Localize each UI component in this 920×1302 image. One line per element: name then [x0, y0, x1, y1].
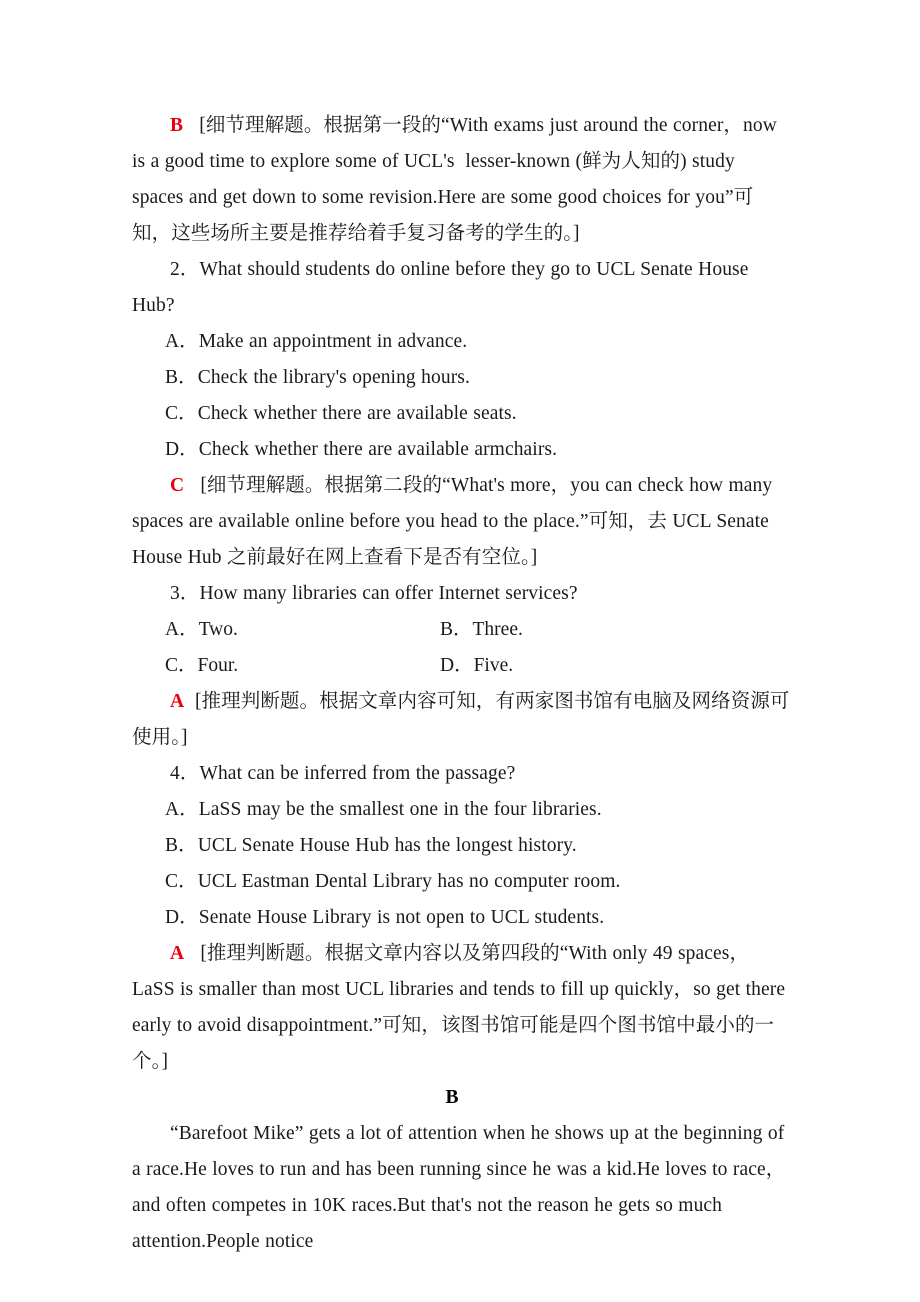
explanation-q1: [132, 108, 790, 252]
question-2-option-c[interactable]: C．Check whether there are available seats.: [165, 403, 517, 424]
question-2-option-a[interactable]: A．Make an appointment in advance.: [165, 331, 468, 352]
question-4-option-a[interactable]: A．LaSS may be the smallest one in the four libraries.: [165, 799, 602, 820]
question-4-text: What can be inferred from the passage?: [199, 763, 516, 784]
question-3-number: 3．: [170, 583, 200, 604]
explanation-q1-text: [细节理解题。根据第一段的“With exams just around the corner，now is a good time to explore some of UCL's lesser-known (鲜为人知的) study spaces and get down to some revision.Here are some good choices for you”可知，这些场所主要是推荐给着手复习备考的学生的。]: [132, 115, 783, 244]
section-b-heading: B: [445, 1087, 459, 1108]
question-4-option-b[interactable]: B．UCL Senate House Hub has the longest history.: [165, 835, 577, 856]
explanation-q3-text: [推理判断题。根据文章内容可知，有两家图书馆有电脑及网络资源可使用。]: [132, 691, 790, 748]
explanation-q3: [132, 684, 790, 756]
question-3-option-c[interactable]: C．Four.: [165, 655, 239, 676]
question-3-option-b[interactable]: B．Three.: [440, 619, 523, 640]
question-3-stem: [132, 576, 790, 612]
question-3-options-row-1: [132, 612, 790, 648]
question-4-stem: [132, 756, 790, 792]
answer-letter-q1: B: [170, 115, 184, 136]
question-3-text: How many libraries can offer Internet services?: [199, 583, 578, 604]
answer-letter-q2: C: [170, 475, 185, 496]
question-2-text: What should students do online before they go to UCL Senate House Hub?: [132, 259, 754, 316]
question-3-options-row-2: [132, 648, 790, 684]
explanation-q4: [132, 936, 790, 1080]
question-2-number: 2．: [170, 259, 200, 280]
question-2-stem: [132, 252, 790, 324]
explanation-q2-text: [细节理解题。根据第二段的“What's more，you can check how many spaces are available online before you head to the place.”可知，去 UCL Senate House Hub 之前最好在网上查看下是否有空位。]: [132, 475, 778, 568]
question-4-option-d[interactable]: D．Senate House Library is not open to UCL students.: [165, 907, 605, 928]
answer-letter-q3: A: [170, 691, 185, 712]
explanation-q2: [132, 468, 790, 576]
explanation-q4-text: [推理判断题。根据文章内容以及第四段的“With only 49 spaces，LaSS is smaller than most UCL libraries and tends to fill up quickly，so get there early to avoid disappointment.”可知，该图书馆可能是四个图书馆中最小的一个。]: [132, 943, 791, 1072]
question-3-option-d[interactable]: D．Five.: [440, 655, 514, 676]
question-2-option-d[interactable]: D．Check whether there are available armchairs.: [165, 439, 558, 460]
section-b-passage: “Barefoot Mike” gets a lot of attention when he shows up at the beginning of a race.He loves to run and has been running since he was a kid.He loves to race，and often competes in 10K races.But that's not the reason he gets so much attention.People notice: [132, 1123, 790, 1252]
question-4-option-c[interactable]: C．UCL Eastman Dental Library has no computer room.: [165, 871, 621, 892]
answer-letter-q4: A: [170, 943, 185, 964]
question-4-number: 4．: [170, 763, 200, 784]
question-2-option-b[interactable]: B．Check the library's opening hours.: [165, 367, 470, 388]
question-3-option-a[interactable]: A．Two.: [165, 619, 238, 640]
